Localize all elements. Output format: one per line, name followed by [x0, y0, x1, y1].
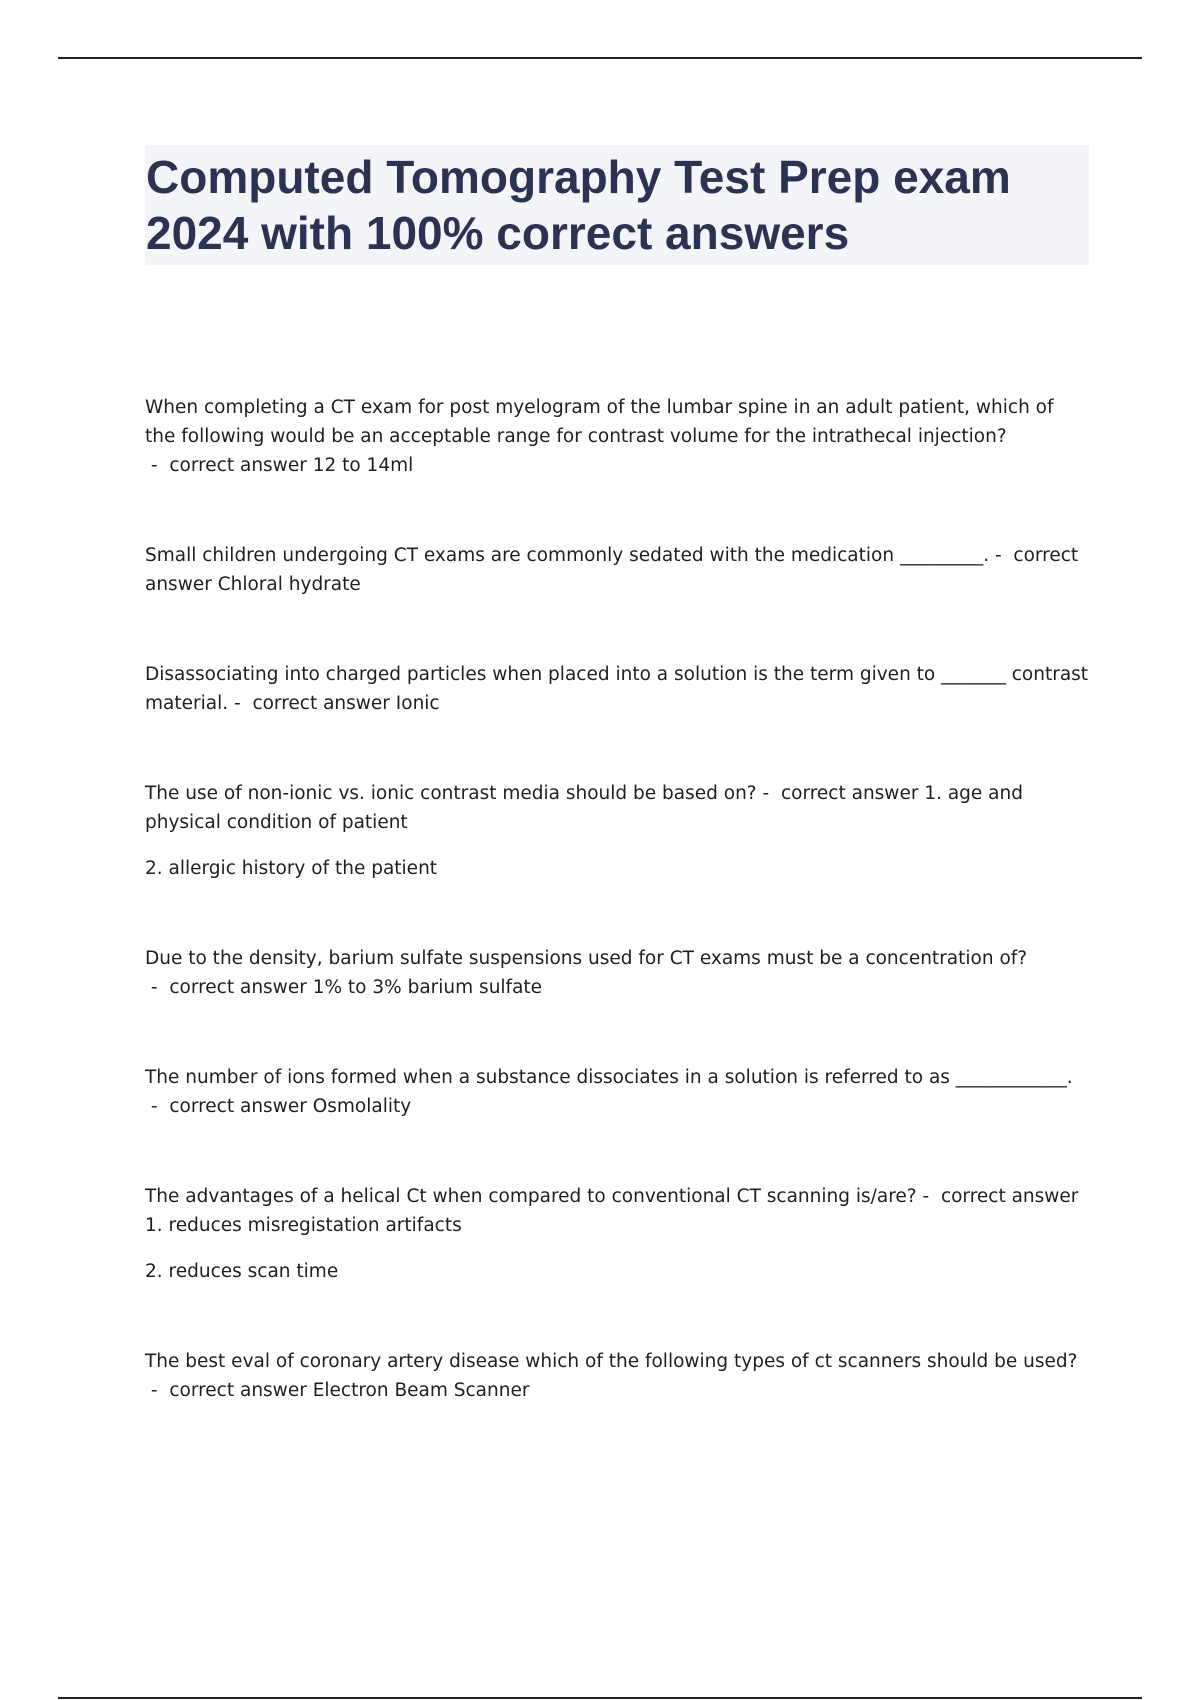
top-rule [58, 57, 1142, 59]
answer-label: correct answer [780, 783, 925, 804]
qa-text [145, 944, 1089, 1002]
qa-item [145, 779, 1089, 883]
separator: - [989, 545, 1014, 566]
answer-text: 12 to 14ml [312, 455, 414, 476]
document-body [145, 145, 1089, 1466]
qa-text [145, 1182, 1089, 1240]
answer-label: correct answer [169, 1380, 313, 1401]
title-block [145, 145, 1089, 265]
qa-text [145, 393, 1089, 480]
qa-item [145, 944, 1089, 1002]
qa-item [145, 660, 1089, 718]
qa-text [145, 1347, 1089, 1405]
question-text: The best eval of coronary artery disease which of the following types of ct scanners should be used? [145, 1351, 1078, 1372]
answer-text: Chloral hydrate [217, 574, 361, 595]
separator: - [228, 693, 253, 714]
answer-text: Osmolality [312, 1096, 412, 1117]
qa-list [145, 393, 1089, 1466]
answer-label: correct answer [169, 977, 313, 998]
separator: - [145, 1380, 170, 1401]
answer-label: correct answer [169, 455, 313, 476]
question-text: Due to the density, barium sulfate suspensions used for CT exams must be a concentration of? [145, 948, 1028, 969]
qa-item [145, 1063, 1089, 1121]
question-text: Disassociating into charged particles when placed into a solution is the term given to _______ contrast material. [145, 664, 1089, 714]
answer-label: correct answer [145, 545, 1079, 595]
question-text: The advantages of a helical Ct when compared to conventional CT scanning is/are? [145, 1186, 917, 1207]
separator: - [756, 783, 781, 804]
answer-label: correct answer [252, 693, 396, 714]
document-title: Computed Tomography Test Prep exam 2024 with 100% correct answers [146, 151, 1011, 259]
question-text: Small children undergoing CT exams are commonly sedated with the medication _________. [145, 545, 990, 566]
answer-text: 1. age and physical condition of patient [145, 783, 1023, 833]
qa-item [145, 1347, 1089, 1405]
answer-text: 1% to 3% barium sulfate [312, 977, 543, 998]
separator: - [145, 977, 170, 998]
answer-text: Electron Beam Scanner [312, 1380, 530, 1401]
qa-text [145, 779, 1089, 837]
qa-item [145, 1182, 1089, 1286]
qa-item [145, 541, 1089, 599]
question-text: The use of non-ionic vs. ionic contrast media should be based on? [145, 783, 757, 804]
separator: - [145, 455, 170, 476]
answer-label: correct answer [169, 1096, 313, 1117]
qa-text [145, 1063, 1089, 1121]
answer-continuation: 2. reduces scan time [145, 1261, 339, 1282]
answer-continuation: 2. allergic history of the patient [145, 858, 438, 879]
answer-text: Ionic [395, 693, 440, 714]
answer-label: correct answer [940, 1186, 1079, 1207]
bottom-rule [58, 1697, 1142, 1699]
separator: - [916, 1186, 941, 1207]
answer-text: 1. reduces misregistation artifacts [145, 1215, 462, 1236]
qa-item [145, 393, 1089, 480]
qa-text [145, 660, 1089, 718]
question-text: When completing a CT exam for post myelogram of the lumbar spine in an adult patient, which of the following would be an acceptable range for contrast volume for the intrathecal injection? [145, 397, 1054, 447]
qa-text [145, 541, 1089, 599]
question-text: The number of ions formed when a substance dissociates in a solution is referred to as ____________. [145, 1067, 1073, 1088]
separator: - [145, 1096, 170, 1117]
